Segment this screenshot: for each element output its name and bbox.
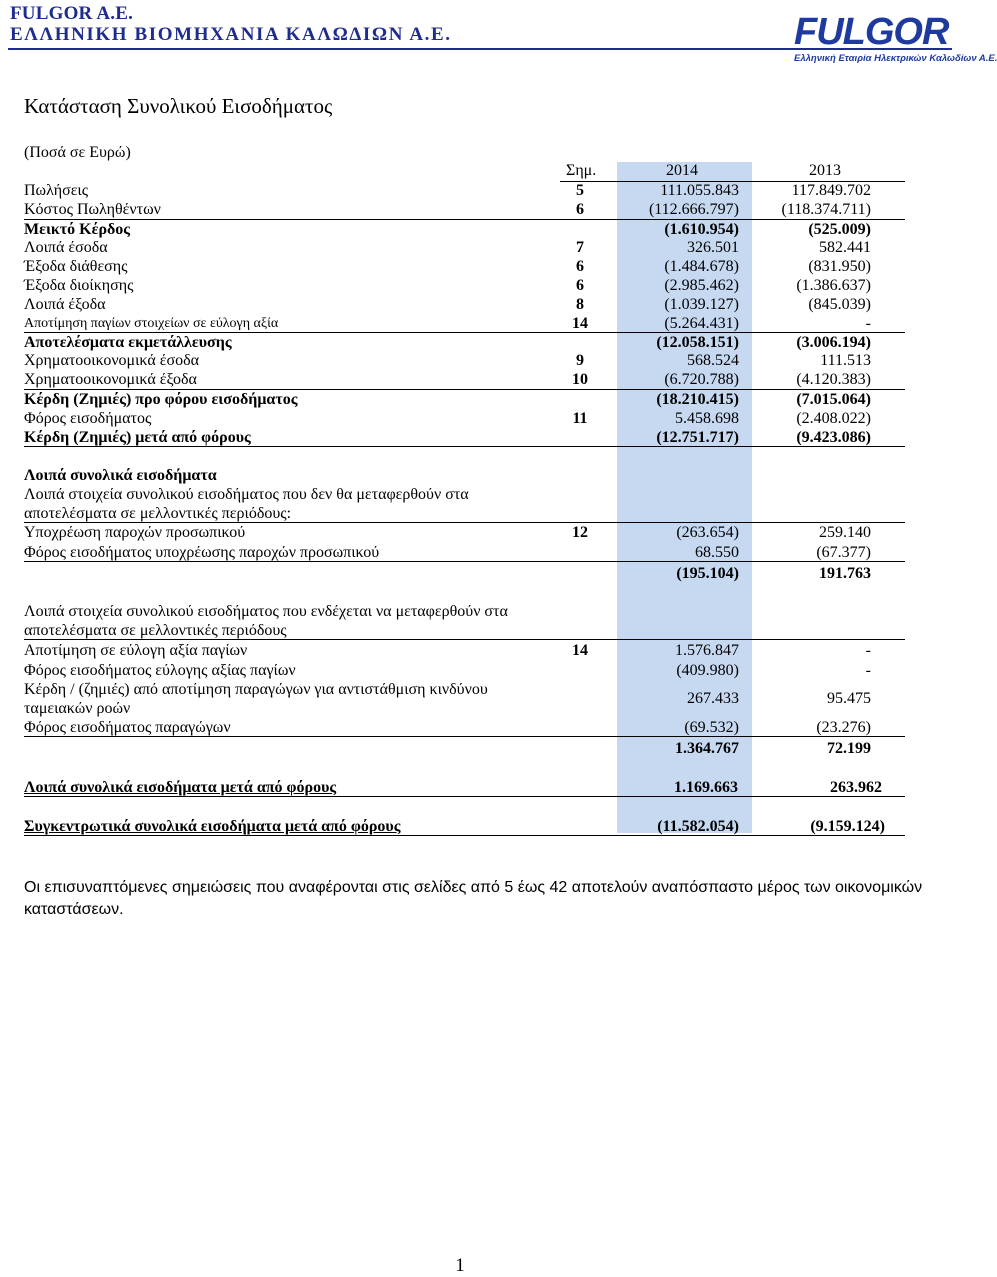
- table-row: Αποτίμηση σε εύλογη αξία παγίων 14 1.576.847 -: [24, 642, 871, 659]
- subtotal-row: (195.104) 191.763: [676, 565, 871, 582]
- section-text: Λοιπά στοιχεία συνολικού εισοδήματος που δεν θα μεταφερθούν στα: [24, 486, 469, 503]
- section-text: αποτελέσματα σε μελλοντικές περιόδους:: [24, 505, 292, 522]
- logo-tagline: Ελληνική Εταιρία Ηλεκτρικών Καλωδίων Α.Ε.: [794, 53, 997, 64]
- table-row: Φόρος εισοδήματος 11 5.458.698 (2.408.022): [24, 410, 871, 427]
- row-divider: [24, 835, 905, 836]
- table-row: Κέρδη (Ζημιές) μετά από φόρους (12.751.717) (9.423.086): [24, 429, 871, 446]
- footnote: Οι επισυναπτόμενες σημειώσεις που αναφέρονται στις σελίδες από 5 έως 42 αποτελούν αναπόσπαστο μέρος των οικονομικών καταστάσεων.: [24, 879, 923, 918]
- table-row: Χρηματοοικονομικά έσοδα 9 568.524 111.513: [24, 352, 871, 369]
- row-divider: [24, 796, 905, 797]
- total-comprehensive-row: Συγκεντρωτικά συνολικά εισοδήματα μετά από φόρους (11.582.054) (9.159.124): [24, 818, 885, 835]
- table-row: Φόρος εισοδήματος παραγώγων (69.532) (23.276): [24, 719, 871, 736]
- table-row: Κόστος Πωληθέντων 6 (112.666.797) (118.374.711): [24, 201, 871, 218]
- table-row-continuation: ταμειακών ροών: [24, 700, 131, 717]
- table-row: Κέρδη (Ζημιές) προ φόρου εισοδήματος (18.210.415) (7.015.064): [24, 391, 871, 408]
- table-row: Αποτίμηση παγίων στοιχείων σε εύλογη αξία 14 (5.264.431) -: [24, 315, 871, 332]
- table-row: Φόρος εισοδήματος υποχρέωσης παροχών προσωπικού 68.550 (67.377): [24, 544, 871, 561]
- subtotal-row: 1.364.767 72.199: [675, 740, 871, 757]
- section-text: Λοιπά στοιχεία συνολικού εισοδήματος που ενδέχεται να μεταφερθούν στα: [24, 603, 508, 620]
- table-row: Έξοδα διάθεσης 6 (1.484.678) (831.950): [24, 258, 871, 275]
- table-row: Υποχρέωση παροχών προσωπικού 12 (263.654) 259.140: [24, 524, 871, 541]
- company-full-name: ΕΛΛΗΝΙΚΗ ΒΙΟΜΗΧΑΝΙΑ ΚΑΛΩΔΙΩΝ Α.Ε.: [10, 24, 452, 45]
- column-header-2013: 2013: [809, 162, 841, 179]
- table-row-values: 267.433 95.475: [687, 690, 871, 707]
- table-row: Χρηματοοικονομικά έξοδα 10 (6.720.788) (4.120.383): [24, 371, 871, 388]
- company-short-name: FULGOR A.E.: [10, 3, 134, 24]
- currency-note: (Ποσά σε Ευρώ): [24, 144, 131, 161]
- table-row: Πωλήσεις 5 111.055.843 117.849.702: [24, 182, 871, 199]
- page-title: Κατάσταση Συνολικού Εισοδήματος: [24, 94, 333, 118]
- page-number: 1: [455, 1255, 465, 1276]
- table-row: Έξοδα διοίκησης 6 (2.985.462) (1.386.637): [24, 277, 871, 294]
- table-row: Λοιπά έσοδα 7 326.501 582.441: [24, 239, 871, 256]
- logo-wordmark: FULGOR: [794, 11, 949, 53]
- row-divider: [24, 736, 905, 737]
- oci-after-tax-row: Λοιπά συνολικά εισοδήματα μετά από φόρους 1.169.663 263.962: [24, 779, 882, 796]
- table-row: Μεικτό Κέρδος (1.610.954) (525.009): [24, 221, 871, 238]
- row-divider: [24, 446, 905, 447]
- table-row: Λοιπά έξοδα 8 (1.039.127) (845.039): [24, 296, 871, 313]
- column-header-note: Σημ.: [566, 162, 597, 179]
- column-header-2014: 2014: [666, 162, 698, 179]
- section-heading: Λοιπά συνολικά εισοδήματα: [24, 467, 217, 484]
- table-row: Αποτελέσματα εκμετάλλευσης (12.058.151) (3.006.194): [24, 334, 871, 351]
- table-row: Κέρδη / (ζημιές) από αποτίμηση παραγώγων για αντιστάθμιση κινδύνου: [24, 681, 488, 698]
- section-text: αποτελέσματα σε μελλοντικές περιόδους: [24, 622, 287, 639]
- fulgor-logo: [790, 10, 997, 68]
- row-divider: [24, 561, 905, 562]
- row-divider: [24, 639, 905, 640]
- table-row: Φόρος εισοδήματος εύλογης αξίας παγίων (409.980) -: [24, 662, 871, 679]
